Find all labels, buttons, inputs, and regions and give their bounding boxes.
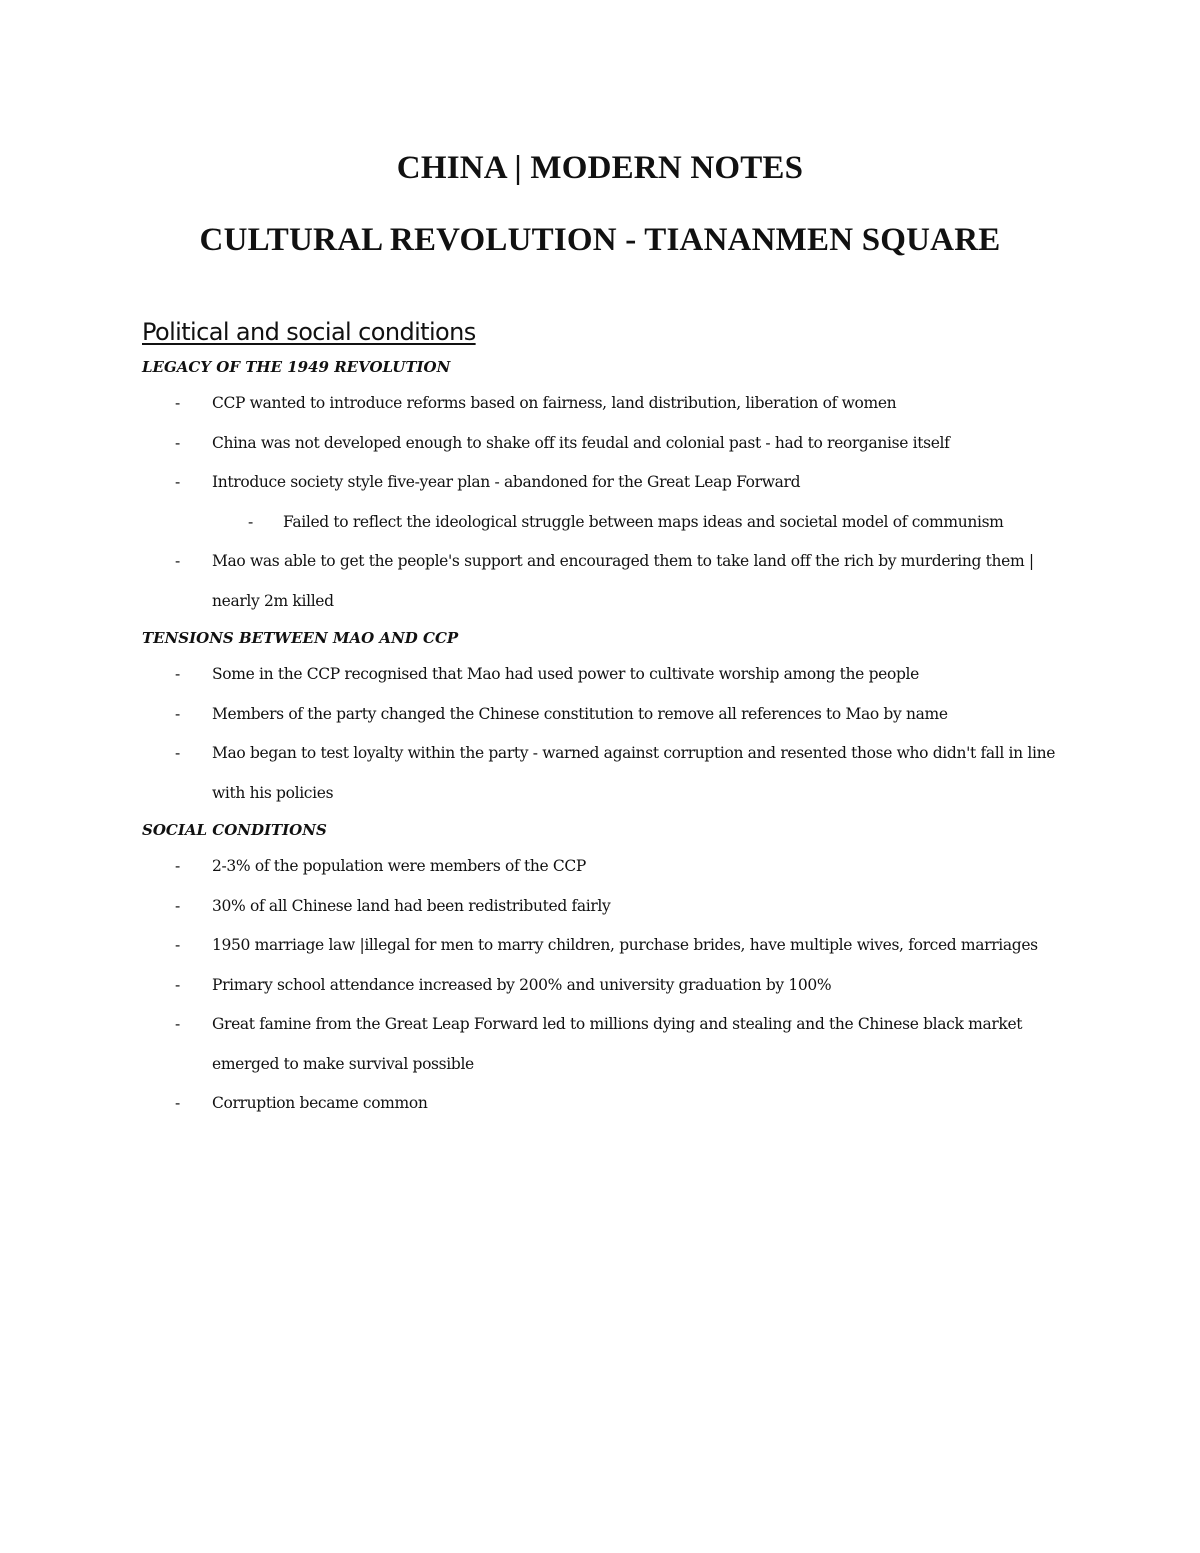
- document-subtitle: CULTURAL REVOLUTION - TIANANMEN SQUARE: [199, 222, 1001, 258]
- list-item: [142, 384, 1082, 424]
- bullet-dash: -: [175, 1094, 180, 1112]
- document-body: [142, 314, 1082, 1124]
- bullet-dash: -: [175, 1015, 180, 1033]
- list-item-text: 1950 marriage law |illegal for men to marry children, purchase brides, have multiple wives, forced marriages: [212, 936, 1038, 954]
- list-item-text: Primary school attendance increased by 200% and university graduation by 100%: [212, 975, 832, 994]
- bullet-dash: -: [175, 744, 180, 762]
- bullet-dash: -: [175, 704, 180, 723]
- bullet-dash: -: [175, 394, 180, 412]
- list-item: [142, 847, 1082, 887]
- list-item: [142, 1005, 1082, 1084]
- document-title: CHINA | MODERN NOTES: [396, 150, 804, 186]
- list-item: [142, 655, 1082, 695]
- list-item: [142, 966, 1082, 1006]
- list-item-text: Mao began to test loyalty within the party - warned against corruption and resented those who didn't fall in line with his policies: [212, 744, 1056, 802]
- bullet-dash: -: [175, 896, 180, 915]
- list-item-text: 30% of all Chinese land had been redistributed fairly: [212, 896, 611, 915]
- list-item-text: Some in the CCP recognised that Mao had used power to cultivate worship among the people: [212, 665, 919, 683]
- bullet-dash: -: [175, 433, 180, 452]
- subsection-heading-tensions: TENSIONS BETWEEN MAO AND CCP: [142, 629, 459, 647]
- list-item: [142, 542, 1082, 621]
- list-item-text: China was not developed enough to shake off its feudal and colonial past - had to reorganise itself: [212, 433, 950, 452]
- list-item-text: 2-3% of the population were members of the CCP: [212, 857, 586, 875]
- list-item: [142, 463, 1082, 503]
- subsection-heading-legacy: LEGACY OF THE 1949 REVOLUTION: [142, 358, 451, 376]
- bullet-list-social: [142, 847, 1082, 1124]
- list-item-text: Introduce society style five-year plan - abandoned for the Great Leap Forward: [212, 473, 801, 491]
- list-item-text: Great famine from the Great Leap Forward led to millions dying and stealing and the Chinese black market emerged to make survival possible: [212, 1015, 1023, 1073]
- bullet-dash: -: [175, 552, 180, 570]
- list-item-text: Corruption became common: [212, 1094, 428, 1112]
- bullet-dash: -: [175, 857, 180, 875]
- list-item-text: Failed to reflect the ideological struggle between maps ideas and societal model of communism: [283, 512, 1004, 531]
- list-item-text: CCP wanted to introduce reforms based on fairness, land distribution, liberation of women: [212, 394, 897, 412]
- list-item: [142, 424, 1082, 464]
- section-heading: Political and social conditions: [142, 318, 476, 346]
- list-item: [142, 926, 1082, 966]
- bullet-dash: -: [175, 936, 180, 954]
- list-item: [142, 887, 1082, 927]
- bullet-dash: -: [175, 665, 180, 683]
- list-item: [142, 695, 1082, 735]
- list-item: [142, 734, 1082, 813]
- bullet-dash: -: [175, 473, 180, 491]
- list-item-text: Members of the party changed the Chinese constitution to remove all references to Mao by name: [212, 704, 948, 723]
- list-item: [142, 1084, 1082, 1124]
- bullet-dash: -: [248, 512, 253, 531]
- bullet-dash: -: [175, 975, 180, 994]
- list-item-nested: [142, 503, 1082, 543]
- bullet-list-legacy: [142, 384, 1082, 621]
- subsection-heading-social: SOCIAL CONDITIONS: [142, 821, 327, 839]
- list-item-text: Mao was able to get the people's support and encouraged them to take land off the rich by murdering them | nearly 2m killed: [212, 552, 1034, 610]
- bullet-list-tensions: [142, 655, 1082, 813]
